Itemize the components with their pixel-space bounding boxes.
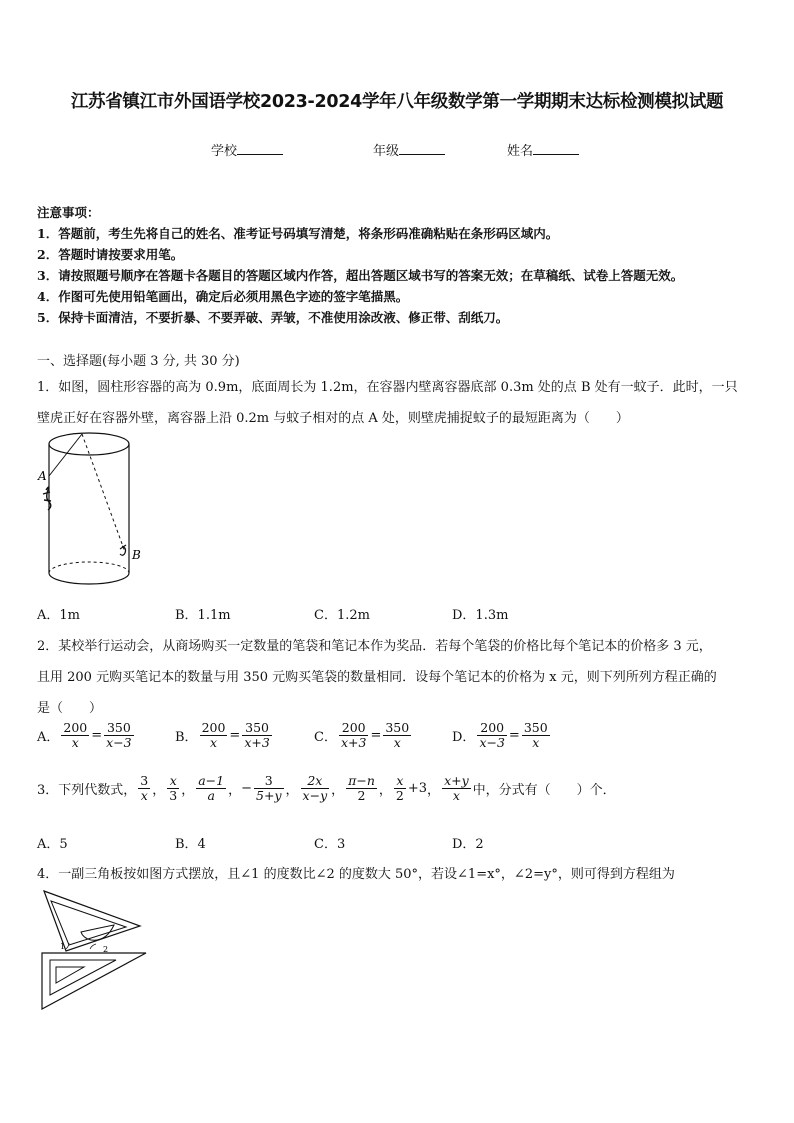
fraction bbox=[346, 774, 377, 804]
point-b-label: B bbox=[132, 548, 141, 562]
option-label: C． bbox=[314, 730, 337, 746]
numerator: 3 bbox=[140, 773, 149, 788]
fraction bbox=[394, 774, 406, 804]
note-item: 1．答题前，考生先将自己的姓名、准考证号码填写清楚，将条形码准确粘贴在条形码区域内。 bbox=[37, 226, 559, 241]
name-blank bbox=[533, 142, 579, 155]
grade-label: 年级 bbox=[373, 144, 400, 159]
q2-option-b[interactable] bbox=[175, 721, 274, 751]
denominator: x bbox=[71, 735, 79, 751]
q3-option-b[interactable]: B．4 bbox=[175, 837, 206, 852]
denominator: x bbox=[532, 735, 540, 751]
cylinder-figure bbox=[34, 428, 146, 598]
grade-field bbox=[373, 140, 445, 159]
fraction bbox=[339, 721, 368, 751]
option-label: D． bbox=[452, 730, 476, 746]
q1-option-a[interactable]: A．1m bbox=[37, 608, 80, 623]
note-item: 5．保持卡面清洁，不要折暴、不要弄破、弄皱，不准使用涂改液、修正带、刮纸刀。 bbox=[37, 310, 509, 325]
numerator: 350 bbox=[385, 720, 410, 735]
q1-text-line: 壁虎正好在容器外壁，离容器上沿 0.2m 与蚊子相对的点 A 处，则壁虎捕捉蚊子的最短距离为（ ） bbox=[37, 411, 629, 426]
fraction bbox=[383, 721, 411, 751]
denominator: x−y bbox=[302, 788, 328, 804]
numerator: 200 bbox=[201, 720, 226, 735]
page-title: 江苏省镇江市外国语学校2023-2024学年八年级数学第一学期期末达标检测模拟试题 bbox=[70, 92, 724, 112]
denominator: 3 bbox=[169, 788, 178, 804]
option-label: B． bbox=[175, 730, 198, 746]
q4-text-line: 4．一副三角板按如图方式摆放，且∠1 的度数比∠2 的度数大 50°，若设∠1=x°，∠2=y°，则可得到方程组为 bbox=[37, 867, 675, 882]
equals-sign: = bbox=[229, 728, 241, 744]
denominator: a bbox=[207, 788, 215, 804]
note-item: 4．作图可先使用铅笔画出，确定后必须用黑色字迹的签字笔描黑。 bbox=[37, 289, 409, 304]
q2-text-line: 2．某校举行运动会，从商场购买一定数量的笔袋和笔记本作为奖品．若每个笔袋的价格比每个笔记本的价格多 3 元， bbox=[37, 639, 712, 654]
denominator: x bbox=[140, 788, 148, 804]
angle-2-label: 2 bbox=[103, 945, 109, 954]
numerator: 200 bbox=[63, 720, 88, 735]
numerator: 200 bbox=[477, 721, 506, 736]
name-field bbox=[507, 140, 579, 159]
q2-option-c[interactable] bbox=[314, 721, 413, 751]
fraction bbox=[196, 774, 226, 804]
fraction bbox=[442, 774, 471, 804]
denominator: x bbox=[452, 788, 460, 804]
denominator: 2 bbox=[357, 788, 366, 804]
numerator: 350 bbox=[242, 721, 271, 736]
q3-line: 3．下列代数式， $\frac{3}{x}$ ， $\frac{x}{3}$ ， $\frac{a-1}{a}$ ， − $\frac{3}{5+y}$ ， $\frac{2x}{x-y}$ ， $\frac{\pi-n}{2}$ ， $\frac{x}{2}$ +3 ， $\frac{x+y}{x}$ 中，分式有（ ）个． bbox=[37, 773, 616, 804]
grade-blank bbox=[399, 142, 445, 155]
fraction bbox=[167, 774, 179, 804]
denominator: x+3 bbox=[244, 735, 270, 751]
fraction bbox=[200, 721, 228, 751]
q1-text-line: 1．如图，圆柱形容器的高为 0.9m，底面周长为 1.2m，在容器内壁离容器底部 0.3m 处的点 B 处有一蚊子．此时，一只 bbox=[37, 380, 738, 395]
numerator: π−n bbox=[348, 773, 375, 788]
q1-option-d[interactable]: D．1.3m bbox=[452, 608, 509, 623]
q2-text-line: 是（ ） bbox=[37, 701, 103, 716]
denominator: x bbox=[393, 735, 401, 751]
equals-sign: = bbox=[508, 728, 520, 744]
numerator: 3 bbox=[254, 774, 284, 789]
plus-term: +3 bbox=[407, 781, 428, 797]
note-item: 2．答题时请按要求用笔。 bbox=[37, 247, 184, 262]
fraction bbox=[104, 721, 133, 751]
triangle-set-figure bbox=[36, 885, 148, 1013]
denominator: 2 bbox=[395, 788, 404, 804]
option-label: A． bbox=[37, 730, 60, 746]
q1-option-b[interactable]: B．1.1m bbox=[175, 608, 231, 623]
school-label: 学校 bbox=[211, 144, 238, 159]
q3-prefix: 3．下列代数式， bbox=[37, 783, 137, 799]
notes-heading: 注意事项： bbox=[37, 205, 100, 220]
denominator: 5+y bbox=[256, 788, 282, 804]
numerator: 2x bbox=[301, 774, 330, 789]
numerator: a−1 bbox=[198, 773, 225, 788]
point-a-label: A bbox=[38, 469, 47, 483]
q2-text-line: 且用 200 元购买笔记本的数量与用 350 元购买笔袋的数量相同．设每个笔记本的价格为 x 元，则下列所列方程正确的 bbox=[37, 670, 717, 685]
school-field bbox=[211, 140, 283, 159]
q2-option-d[interactable] bbox=[452, 721, 552, 751]
denominator: x−3 bbox=[479, 735, 505, 751]
school-blank bbox=[237, 142, 283, 155]
denominator: x+3 bbox=[340, 735, 367, 751]
fraction bbox=[61, 721, 89, 751]
section-heading: 一、选择题(每小题 3 分, 共 30 分) bbox=[37, 354, 240, 369]
numerator: 200 bbox=[339, 721, 368, 736]
q3-option-c[interactable]: C．3 bbox=[314, 837, 346, 852]
q3-option-d[interactable]: D．2 bbox=[452, 837, 484, 852]
q3-option-a[interactable]: A．5 bbox=[37, 837, 68, 852]
numerator: x+y bbox=[444, 773, 469, 788]
fraction bbox=[138, 774, 150, 804]
denominator: x−3 bbox=[106, 735, 132, 751]
numerator: 350 bbox=[104, 721, 133, 736]
equals-sign: = bbox=[91, 728, 103, 744]
fraction bbox=[242, 721, 271, 751]
numerator: 350 bbox=[523, 720, 548, 735]
fraction bbox=[522, 721, 550, 751]
numerator: x bbox=[394, 774, 406, 789]
fraction bbox=[301, 774, 330, 804]
numerator: x bbox=[167, 774, 179, 789]
angle-1-label: 1 bbox=[60, 942, 66, 951]
fraction bbox=[254, 774, 284, 804]
minus-sign: − bbox=[241, 781, 253, 797]
note-item: 3．请按照题号顺序在答题卡各题目的答题区域内作答，超出答题区域书写的答案无效；在草稿纸、试卷上答题无效。 bbox=[37, 268, 684, 283]
q3-suffix: 中，分式有（ ）个． bbox=[472, 783, 616, 799]
fraction bbox=[477, 721, 506, 751]
q2-option-a[interactable] bbox=[37, 721, 136, 751]
q1-option-c[interactable]: C．1.2m bbox=[314, 608, 370, 623]
name-label: 姓名 bbox=[507, 144, 534, 159]
equals-sign: = bbox=[370, 728, 382, 744]
denominator: x bbox=[209, 735, 218, 751]
